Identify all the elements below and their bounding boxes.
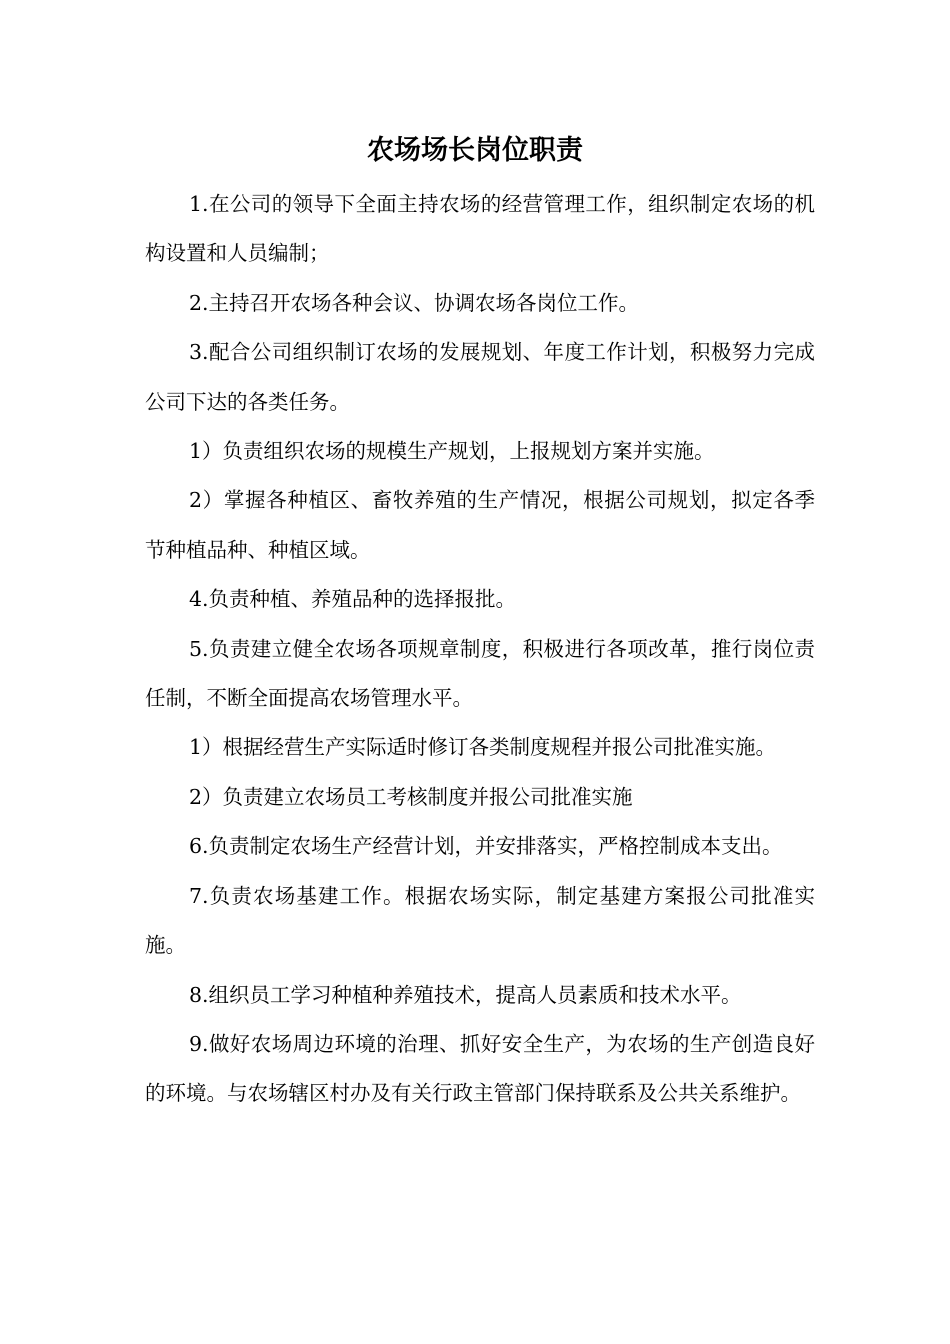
paragraph-3-sub-2: 2）掌握各种植区、畜牧养殖的生产情况，根据公司规划，拟定各季节种植品种、种植区域。 [145, 488, 815, 562]
paragraph-6: 6.负责制定农场生产经营计划，并安排落实，严格控制成本支出。 [189, 834, 783, 859]
paragraph-2: 2.主持召开农场各种会议、协调农场各岗位工作。 [189, 290, 640, 315]
paragraph-1: 1.在公司的领导下全面主持农场的经营管理工作，组织制定农场的机构设置和人员编制； [145, 192, 815, 266]
paragraph-3-sub-1: 1）负责组织农场的规模生产规划，上报规划方案并实施。 [189, 439, 715, 464]
paragraph-8: 8.组织员工学习种植种养殖技术，提高人员素质和技术水平。 [189, 982, 742, 1007]
paragraph-5-sub-1: 1）根据经营生产实际适时修订各类制度规程并报公司批准实施。 [189, 735, 777, 760]
paragraph-5: 5.负责建立健全农场各项规章制度，积极进行各项改革，推行岗位责任制，不断全面提高农场管理水平。 [145, 636, 815, 711]
paragraph-3: 3.配合公司组织制订农场的发展规划、年度工作计划，积极努力完成公司下达的各类任务。 [145, 340, 815, 414]
paragraph-5-sub-2: 2）负责建立农场员工考核制度并报公司批准实施 [189, 784, 633, 809]
paragraph-7: 7.负责农场基建工作。根据农场实际，制定基建方案报公司批准实施。 [145, 883, 815, 958]
document-body [145, 180, 815, 1119]
paragraph-4: 4.负责种植、养殖品种的选择报批。 [189, 587, 517, 612]
document-title: 农场场长岗位职责 [367, 135, 583, 166]
paragraph-9: 9.做好农场周边环境的治理、抓好安全生产，为农场的生产创造良好的环境。与农场辖区村办及有关行政主管部门保持联系及公共关系维护。 [145, 1031, 815, 1106]
